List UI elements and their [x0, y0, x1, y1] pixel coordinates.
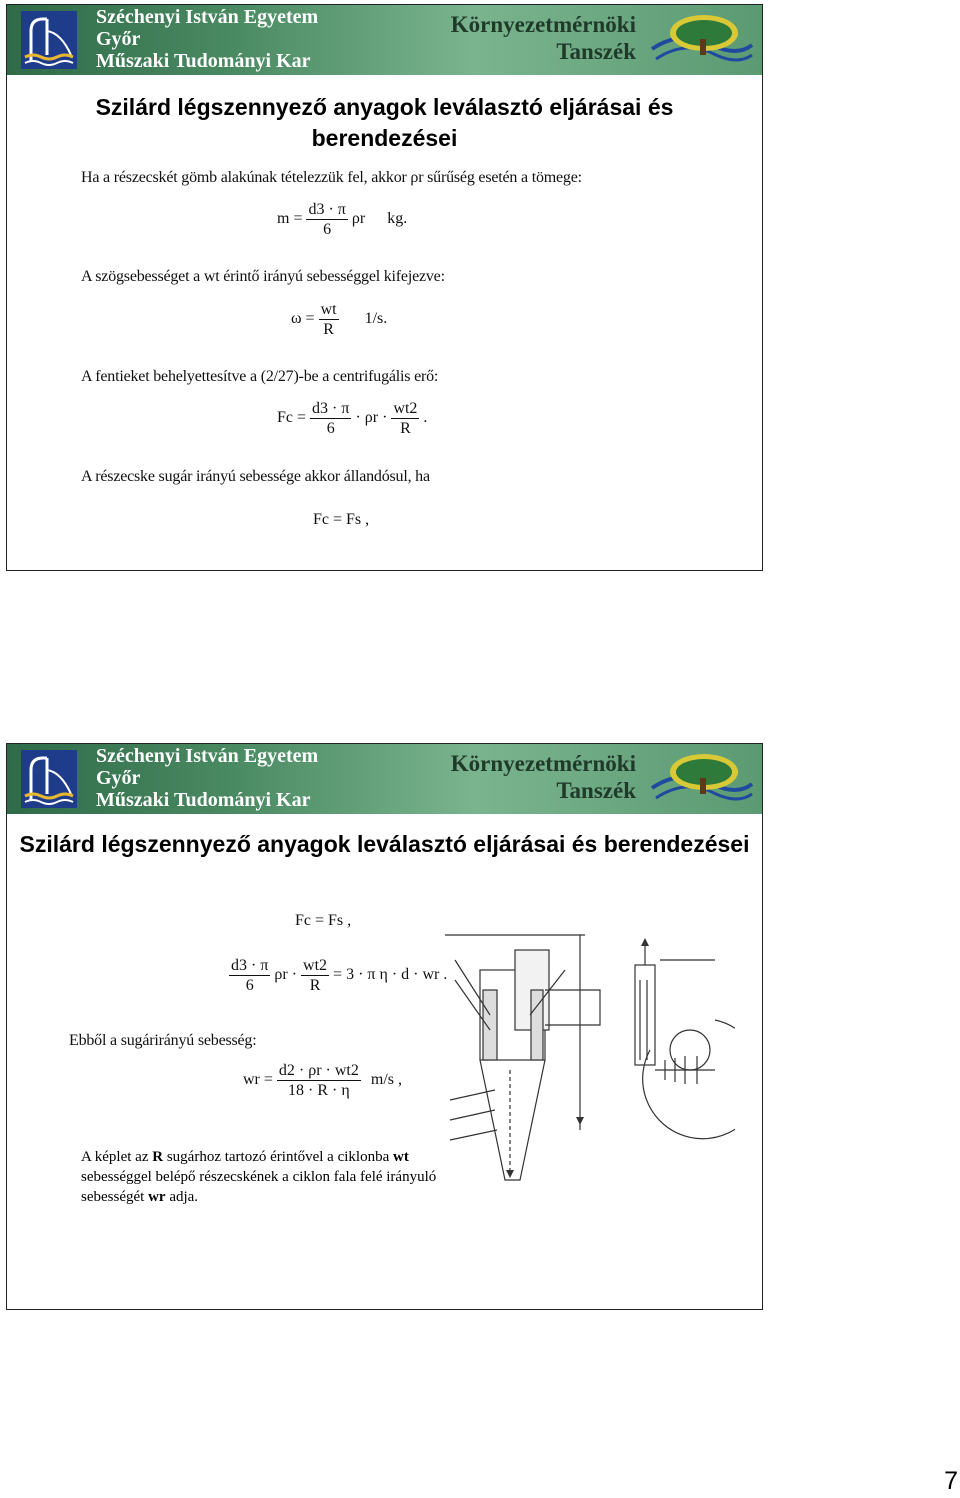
formula-force-balance: Fc = Fs ,: [313, 511, 370, 528]
text-centrifugal: A fentieket behelyettesítve a (2/27)-be a centrifugális erő:: [81, 368, 439, 385]
text-radial-velocity: Ebből a sugárirányú sebesség:: [69, 1032, 257, 1049]
tree-logo-icon: [642, 9, 756, 71]
text-radial-speed: A részecske sugár irányú sebessége akkor állandósul, ha: [81, 468, 430, 485]
tree-logo-icon: [642, 748, 756, 810]
caption-text: A képlet az R sugárhoz tartozó érintővel a ciklonba wt sebességgel belépő részecskének a ciklon fala felé irányuló sebességét wr adja.: [81, 1149, 437, 1205]
formula-omega: ω = $\frac{wt}{R}$ 1/s.: [291, 301, 388, 338]
university-name: Széchenyi István Egyetem Győr Műszaki Tudományi Kar: [96, 745, 319, 811]
university-name: Széchenyi István Egyetem Győr Műszaki Tudományi Kar: [96, 6, 319, 72]
text-angular-velocity: A szögsebességet a wt érintő irányú sebességgel kifejezve:: [81, 268, 445, 285]
slide-title: Szilárd légszennyező anyagok leválasztó eljárásai és berendezései: [19, 831, 750, 857]
slide-2: [6, 743, 763, 1310]
formula-mass: m = $\frac{d3 \cdot \pi}{6}$ ρr kg.: [277, 201, 408, 238]
slide-1: [6, 4, 763, 571]
header-banner: [7, 744, 762, 814]
formula-stokes-balance: $\frac{d3 \cdot \pi}{6}$ ρr · $\frac{wt2}{R}$ = 3 · π η · d · wr .: [231, 957, 448, 994]
slide-title: Szilárd légszennyező anyagok leválasztó eljárásai és berendezései: [95, 94, 674, 151]
formula-radial-velocity: wr = $\frac{d2 \cdot \rho r \cdot wt2}{18 \cdot R \cdot \eta}$ m/s ,: [243, 1062, 402, 1099]
university-logo-icon: [21, 750, 77, 808]
department-name: Környezetmérnöki Tanszék: [450, 12, 636, 64]
header-banner: [7, 5, 762, 75]
formula-centrifugal: Fc = $\frac{d3 \cdot \pi}{6}$ · ρr · $\frac{wt2}{R}$ .: [277, 400, 428, 437]
cyclone-diagram: [435, 920, 735, 1205]
page-number: 7: [944, 1467, 958, 1495]
department-name: Környezetmérnöki Tanszék: [450, 751, 636, 803]
university-logo-icon: [21, 11, 77, 69]
formula-force-balance: Fc = Fs ,: [295, 912, 352, 929]
text-mass-intro: Ha a részecskét gömb alakúnak tételezzük fel, akkor ρr sűrűség esetén a tömege:: [81, 169, 582, 186]
